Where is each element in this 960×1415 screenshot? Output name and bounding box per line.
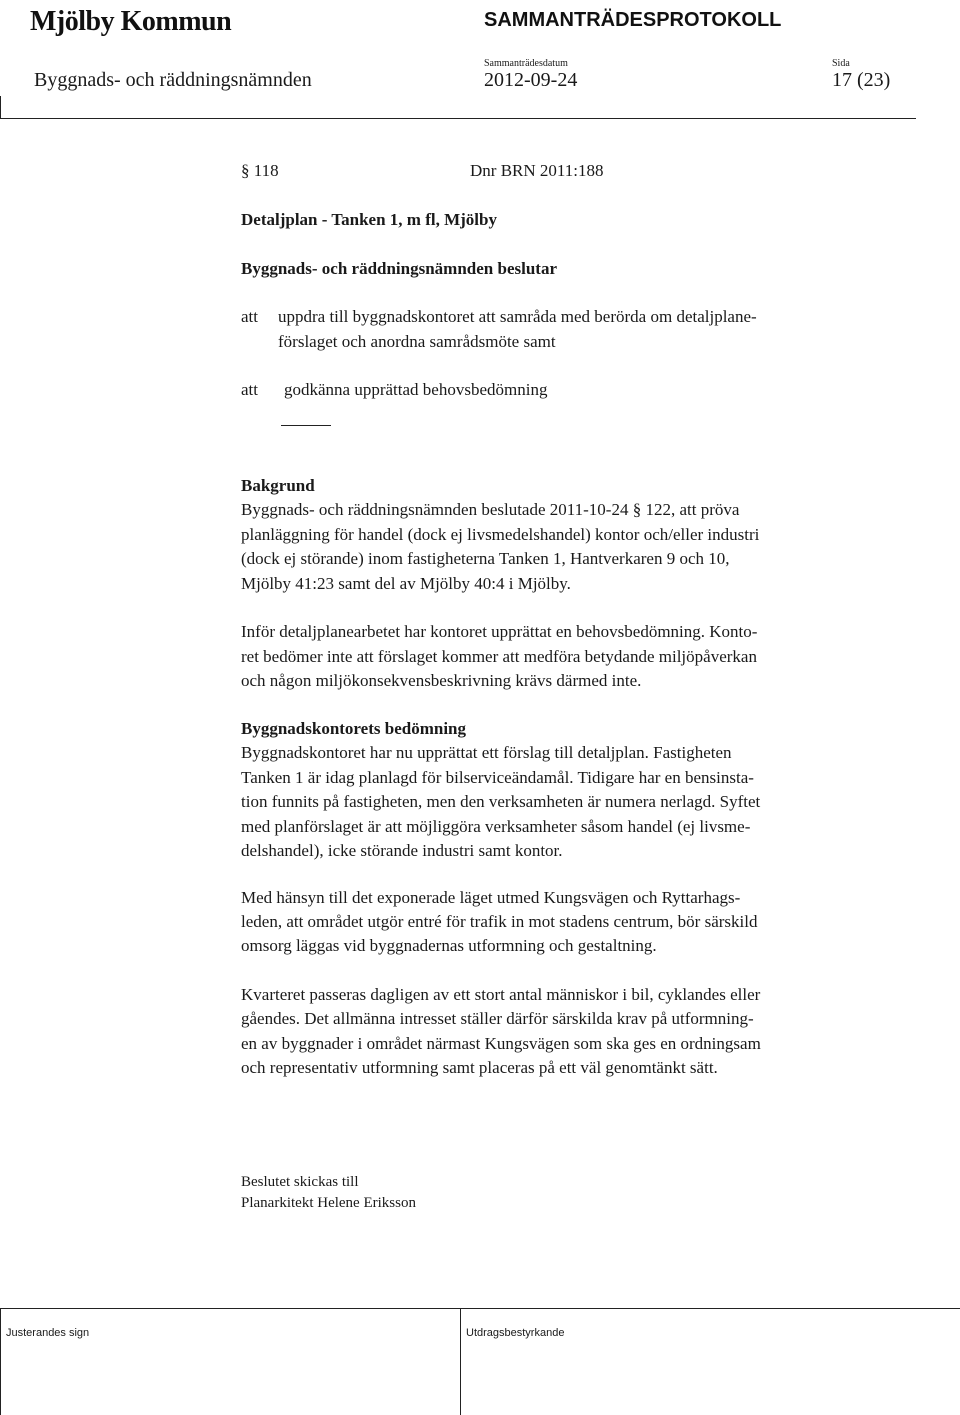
paragraph-line: Kvarteret passeras dagligen av ett stort antal människor i bil, cyklandes eller bbox=[241, 985, 761, 1004]
section-number: § 118 bbox=[241, 161, 279, 180]
municipality-name: Mjölby Kommun bbox=[30, 6, 232, 37]
paragraph-line: och någon miljökonsekvensbeskrivning krävs därmed inte. bbox=[241, 671, 642, 690]
item-title: Detaljplan - Tanken 1, m fl, Mjölby bbox=[241, 210, 497, 229]
paragraph-line: Inför detaljplanearbetet har kontoret upprättat en behovsbedömning. Konto- bbox=[241, 622, 758, 641]
paragraph-line: och representativ utformning samt placeras på ett väl genomtänkt sätt. bbox=[241, 1058, 718, 1077]
extract-label: Utdragsbestyrkande bbox=[466, 1327, 565, 1339]
paragraph-line: Byggnads- och räddningsnämnden beslutade 2011-10-24 § 122, att pröva bbox=[241, 500, 740, 519]
decision-marker: att bbox=[241, 307, 258, 326]
background-heading: Bakgrund bbox=[241, 476, 315, 495]
document-type: SAMMANTRÄDESPROTOKOLL bbox=[484, 9, 782, 31]
case-number: Dnr BRN 2011:188 bbox=[470, 161, 604, 180]
assessment-heading: Byggnadskontorets bedömning bbox=[241, 719, 466, 738]
committee-name: Byggnads- och räddningsnämnden bbox=[34, 69, 312, 91]
header-divider bbox=[0, 118, 916, 119]
paragraph-line: en av byggnader i området närmast Kungsvägen som ska ges en ordningsam bbox=[241, 1034, 761, 1053]
page-label: Sida bbox=[832, 58, 850, 69]
paragraph-line: gåendes. Det allmänna intresset ställer därför särskilda krav på utformning- bbox=[241, 1009, 754, 1028]
decision-line: godkänna upprättad behovsbedömning bbox=[284, 380, 548, 399]
date-label: Sammanträdesdatum bbox=[484, 58, 568, 69]
page-number: 17 (23) bbox=[832, 69, 891, 91]
footer-left-border bbox=[0, 1308, 1, 1415]
paragraph-line: Mjölby 41:23 samt del av Mjölby 40:4 i Mjölby. bbox=[241, 574, 571, 593]
paragraph-line: tion funnits på fastigheten, men den verksamheten är numera nerlagd. Syftet bbox=[241, 792, 761, 811]
decision-line: uppdra till byggnadskontoret att samråda med berörda om detaljplane- bbox=[278, 307, 757, 326]
paragraph-line: (dock ej störande) inom fastigheterna Tanken 1, Hantverkaren 9 och 10, bbox=[241, 549, 730, 568]
footer-divider bbox=[0, 1308, 960, 1309]
paragraph-line: med planförslaget är att möjliggöra verksamheter såsom handel (ej livsme- bbox=[241, 817, 751, 836]
paragraph-line: Tanken 1 är idag planlagd för bilserviceändamål. Tidigare har en bensinsta- bbox=[241, 768, 754, 787]
paragraph-line: planläggning för handel (dock ej livsmedelshandel) kontor och/eller industri bbox=[241, 525, 760, 544]
paragraph-line: Med hänsyn till det exponerade läget utmed Kungsvägen och Ryttarhags- bbox=[241, 888, 741, 907]
paragraph-line: delshandel), icke störande industri samt kontor. bbox=[241, 841, 563, 860]
paragraph-line: leden, att området utgör entré för trafik in mot stadens centrum, bör särskild bbox=[241, 912, 758, 931]
decision-heading: Byggnads- och räddningsnämnden beslutar bbox=[241, 259, 558, 278]
meeting-date: 2012-09-24 bbox=[484, 69, 578, 91]
distribution-label: Beslutet skickas till bbox=[241, 1174, 359, 1190]
decision-line: förslaget och anordna samrådsmöte samt bbox=[278, 332, 556, 351]
footer-middle-border bbox=[460, 1308, 461, 1415]
paragraph-line: ret bedömer inte att förslaget kommer att medföra betydande miljöpåverkan bbox=[241, 647, 757, 666]
section-end-rule bbox=[281, 425, 331, 426]
distribution-recipient: Planarkitekt Helene Eriksson bbox=[241, 1195, 416, 1211]
decision-marker: att bbox=[241, 380, 258, 399]
paragraph-line: omsorg läggas vid byggnadernas utformning och gestaltning. bbox=[241, 936, 657, 955]
paragraph-line: Byggnadskontoret har nu upprättat ett förslag till detaljplan. Fastigheten bbox=[241, 743, 732, 762]
signature-label: Justerandes sign bbox=[6, 1327, 90, 1339]
header-left-tick bbox=[0, 96, 1, 119]
